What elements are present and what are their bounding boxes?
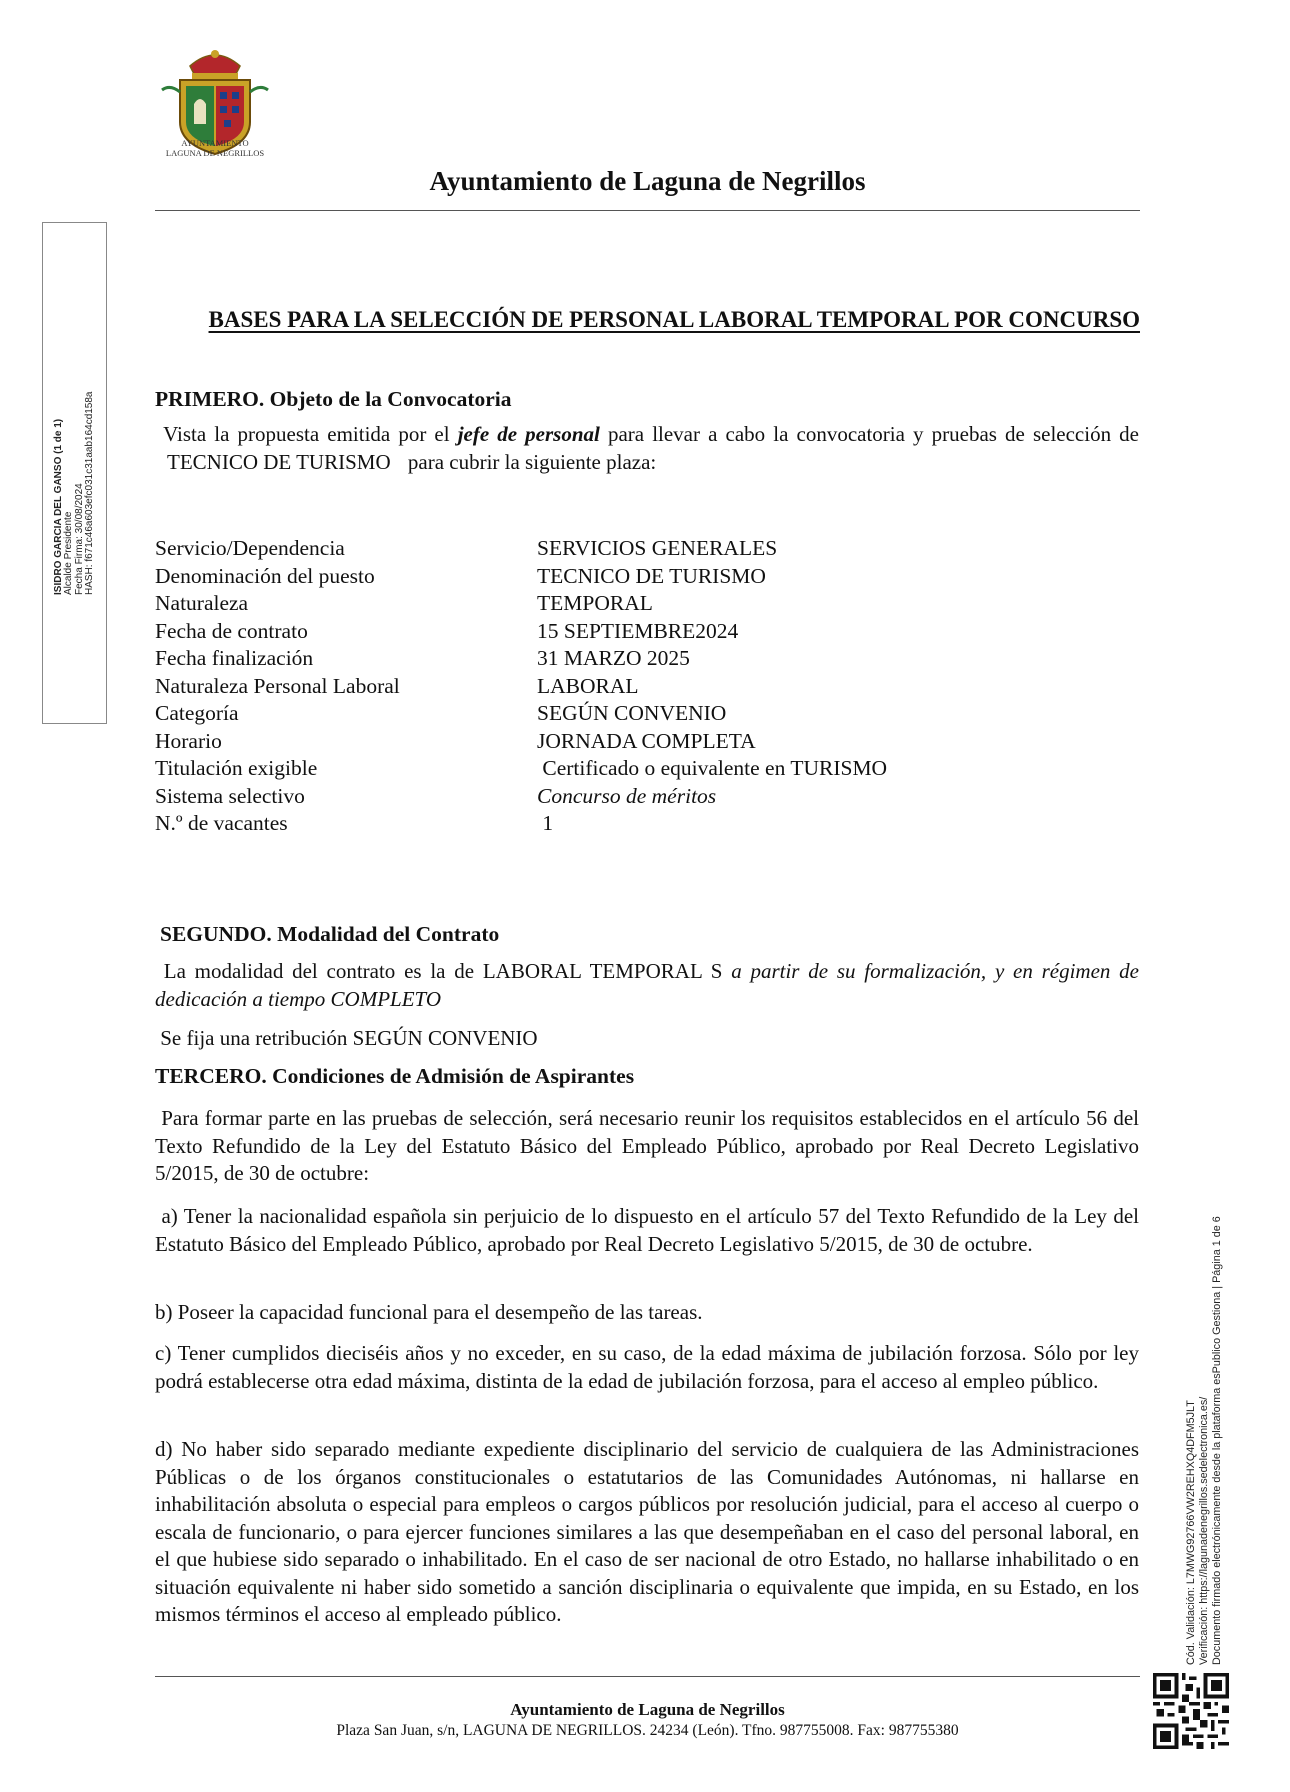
field-label: N.º de vacantes [155, 811, 288, 835]
tercero-item-a [155, 1203, 1139, 1258]
signature-signer: ISIDRO GARCIA DEL GANSO (1 de 1) [52, 418, 64, 595]
footer-org-name: Ayuntamiento de Laguna de Negrillos [510, 1700, 785, 1719]
field-value: SERVICIOS GENERALES [537, 536, 778, 560]
field-value: JORNADA COMPLETA [537, 728, 756, 753]
logo-caption-line1: AYUNTAMIENTO [181, 138, 249, 148]
primero-intro-jefe: jefe de personal [457, 422, 600, 446]
field-row [155, 728, 887, 756]
validation-stamp [1185, 1105, 1245, 1665]
primero-intro-c: para llevar a cabo la convocatoria y pruebas de selección de [599, 422, 1139, 446]
field-value: TEMPORAL [537, 591, 653, 615]
segundo-p1-b: a partir de su formalización, y en régimen de dedicación a tiempo COMPLETO [155, 959, 1140, 1011]
field-value: Certificado o equivalente en TURISMO [537, 756, 888, 780]
field-value: Concurso de méritos [537, 783, 717, 808]
segundo-paragraph-1 [155, 958, 1139, 1013]
field-row [155, 700, 887, 728]
tercero-item-c: c) Tener cumplidos dieciséis años y no exceder, en su caso, de la edad máxima de jubilación forzosa. Sólo por ley podrá establecerse otra edad máxima, distinta de la edad de jubilación forzosa, para el acceso al empleo público. [155, 1341, 1139, 1393]
signature-date: Fecha Firma: 30/08/2024 [73, 483, 85, 595]
field-row [155, 535, 887, 563]
field-value: TECNICO DE TURISMO [537, 563, 766, 588]
tercero-intro [155, 1105, 1139, 1188]
field-label: Categoría [155, 701, 239, 725]
tercero-intro-text: Para formar parte en las pruebas de selección, será necesario reunir los requisitos establecidos en el artículo 56 del Texto Refundido de la Ley del Estatuto Básico del Empleado Público, aprobado por Real Decreto Legislativo 5/2015, de 30 de octubre: [155, 1106, 1139, 1185]
field-value: LABORAL [537, 673, 639, 698]
segundo-p1-a: La modalidad del contrato es la de LABORAL TEMPORAL S [163, 959, 732, 983]
section-primero-heading: PRIMERO. Objeto de la Convocatoria [155, 387, 512, 411]
org-title: Ayuntamiento de Laguna de Negrillos [429, 166, 866, 196]
primero-intro-e: para cubrir la siguiente plaza: [402, 449, 657, 474]
field-label: Titulación exigible [155, 756, 318, 780]
field-label: Naturaleza Personal Laboral [155, 673, 400, 698]
field-row [155, 645, 887, 673]
validation-code: Cód. Validación: L7MWG92766VW2REHXQ4DFM5JLT [1185, 1400, 1197, 1665]
validation-url[interactable]: Verificación: https://lagunadenegrillos.sedelectronica.es/ [1198, 1396, 1210, 1665]
field-row [155, 755, 887, 783]
segundo-paragraph-2 [155, 1025, 1139, 1053]
field-value: SEGÚN CONVENIO [537, 701, 727, 725]
field-row [155, 673, 887, 701]
primero-intro-puesto: TECNICO DE TURISMO [167, 449, 391, 474]
header-divider [155, 210, 1140, 211]
logo-caption-line2: LAGUNA DE NEGRILLOS [165, 148, 265, 158]
position-fields [155, 535, 887, 838]
tercero-item-a-text: a) Tener la nacionalidad española sin perjuicio de lo dispuesto en el artículo 57 del Texto Refundido de la Ley del Estatuto Básico del Empleado Público, aprobado por Real Decreto Legislativo 5/2015, de 30 de octubre. [155, 1204, 1139, 1256]
field-row [155, 590, 887, 618]
field-label: Sistema selectivo [155, 783, 305, 808]
document-title: BASES PARA LA SELECCIÓN DE PERSONAL LABORAL TEMPORAL POR CONCURSO [208, 307, 1140, 332]
primero-intro-a: Vista la propuesta emitida por el [163, 422, 458, 446]
section-segundo-heading: SEGUNDO. Modalidad del Contrato [160, 922, 500, 946]
signature-stamp [42, 222, 107, 724]
section-tercero-heading: TERCERO. Condiciones de Admisión de Aspirantes [155, 1064, 635, 1088]
field-row [155, 810, 887, 838]
field-row [155, 563, 887, 591]
signature-role: Alcalde Presidente [63, 511, 74, 595]
qr-code-icon [1153, 1673, 1229, 1749]
segundo-p2: Se fija una retribución SEGÚN CONVENIO [160, 1026, 538, 1050]
field-value: 31 MARZO 2025 [537, 646, 690, 670]
field-value: 15 SEPTIEMBRE2024 [537, 618, 739, 643]
footer-divider [155, 1676, 1140, 1677]
field-label: Fecha de contrato [155, 618, 308, 643]
signature-text [43, 223, 106, 723]
field-label: Naturaleza [155, 591, 249, 615]
signature-hash: HASH: f671c46a603efc031c31aab164cd158a [84, 391, 95, 595]
tercero-item-b: b) Poseer la capacidad funcional para el desempeño de las tareas. [155, 1300, 703, 1324]
primero-intro [155, 421, 1139, 476]
validation-platform: Documento firmado electrónicamente desde la plataforma esPublico Gestiona | Página 1 de 6 [1211, 1216, 1223, 1665]
field-value: 1 [537, 811, 554, 835]
footer-address: Plaza San Juan, s/n, LAGUNA DE NEGRILLOS. 24234 (León). Tfno. 987755008. Fax: 987755380 [336, 1722, 959, 1739]
field-row [155, 783, 887, 811]
field-label: Fecha finalización [155, 646, 314, 670]
logo-caption [140, 138, 290, 158]
field-row [155, 618, 887, 646]
tercero-item-d: d) No haber sido separado mediante expediente disciplinario del servicio de cualquiera de las Administraciones Públicas o de los órganos constitucionales o estatutarios de las Comunidades Autónomas, ni hallarse en inhabilitación absoluta o especial para empleos o cargos públicos por resolución judicial, para el acceso al cuerpo o escala de funcionario, o para ejercer funciones similares a las que desempeñaban en el caso del personal laboral, en el que hubiese sido separado o inhabilitado. En el caso de ser nacional de otro Estado, no hallarse inhabilitado o en situación equivalente ni haber sido sometido a sanción disciplinaria o equivalente que impida, en su Estado, en los mismos términos el acceso al empleado público. [155, 1437, 1139, 1626]
field-label: Horario [155, 728, 222, 753]
field-label: Servicio/Dependencia [155, 536, 345, 560]
field-label: Denominación del puesto [155, 563, 375, 588]
